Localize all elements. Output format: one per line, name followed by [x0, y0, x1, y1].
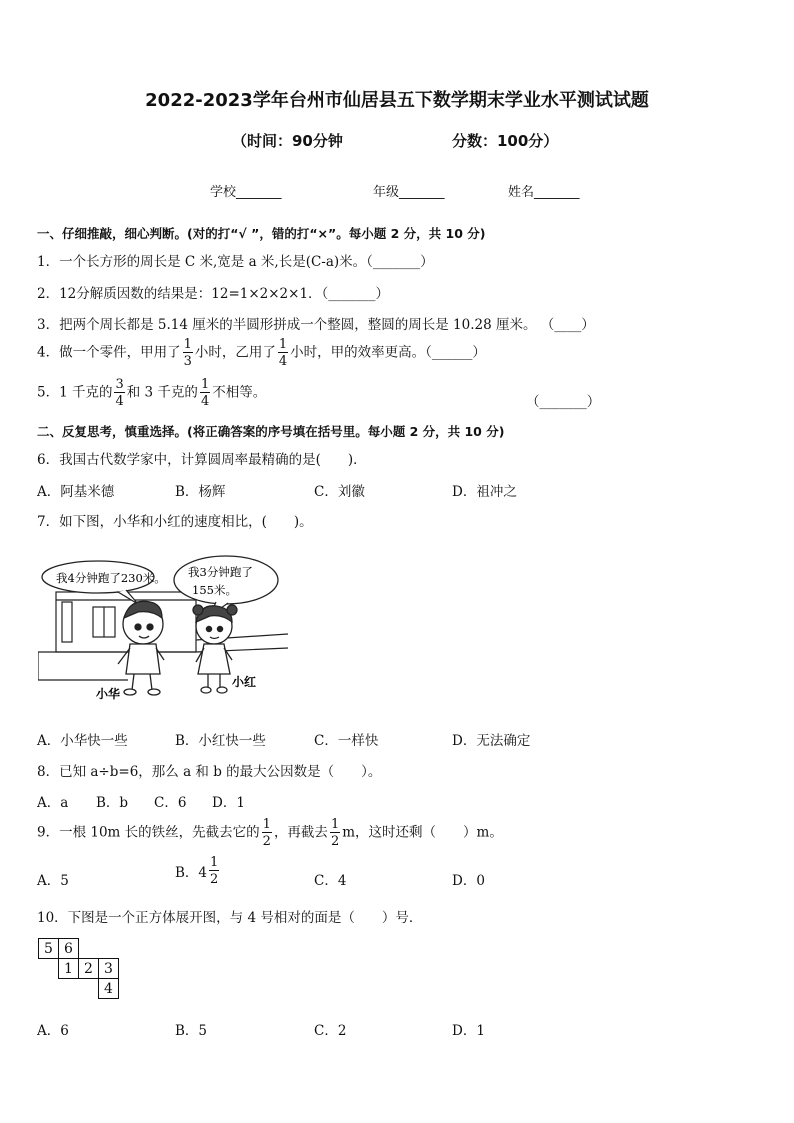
bubble2-text-b: 155米。: [192, 583, 237, 597]
q7-option-a[interactable]: A．小华快一些: [37, 733, 128, 749]
q9-option-c[interactable]: C．4: [314, 873, 347, 889]
q9-option-d[interactable]: D．0: [452, 873, 485, 889]
grade-field[interactable]: 年级_______: [373, 185, 445, 200]
question-4: [37, 338, 486, 368]
fraction: $\frac{3}{4}$: [115, 377, 124, 409]
name-field[interactable]: 姓名_______: [508, 185, 580, 200]
q9-text-b: ，再截去: [273, 824, 328, 841]
q9-option-b-text: B．4: [175, 865, 208, 881]
q5-answer-blank[interactable]: （_______）: [526, 394, 601, 410]
fraction: $\frac{1}{4}$: [278, 337, 288, 369]
q7-option-b[interactable]: B．小红快一些: [175, 733, 266, 749]
net-cell-2: 2: [78, 958, 99, 979]
net-cell-4: 4: [98, 978, 119, 999]
section2-heading: 二、反复思考，慎重选择。(将正确答案的序号填在括号里。每小题 2 分，共 10 分): [37, 424, 505, 439]
section1-heading: 一、仔细推敲，细心判断。(对的打“√ ”，错的打“×”。每小题 2 分，共 10 分): [37, 226, 486, 241]
q5-text-b: 和 3 千克的: [126, 384, 198, 401]
girl-figure: [193, 605, 237, 693]
fraction: $\frac{1}{2}$: [210, 855, 219, 887]
q4-text-c: 小时，甲的效率更高。（______）: [290, 344, 486, 361]
net-cell-1: 1: [58, 958, 79, 979]
q7-option-c[interactable]: C．一样快: [314, 733, 379, 749]
q9-option-a[interactable]: A．5: [37, 873, 69, 889]
q10-option-d[interactable]: D．1: [452, 1023, 485, 1039]
q6-option-c[interactable]: C．刘徽: [314, 484, 365, 500]
q8-option-a[interactable]: A．a: [37, 795, 69, 811]
fraction: $\frac{1}{2}$: [330, 817, 340, 849]
q10-option-b[interactable]: B．5: [175, 1023, 208, 1039]
q9-option-b[interactable]: [175, 856, 221, 886]
exam-time: （时间：90分钟: [232, 132, 343, 150]
q9-text-c: m，这时还剩（ ）m。: [342, 824, 503, 841]
question-9: [37, 818, 503, 848]
q4-text-b: 小时，乙用了: [194, 344, 276, 361]
q7-illustration: [38, 552, 288, 710]
q5-text-a: 5．1 千克的: [37, 384, 113, 401]
page-title: 2022-2023学年台州市仙居县五下数学期末学业水平测试试题: [145, 90, 649, 111]
q5-text-c: 不相等。: [212, 384, 267, 401]
net-cell-3: 3: [98, 958, 119, 979]
q10-option-c[interactable]: C．2: [314, 1023, 347, 1039]
question-8: 8．已知 a÷b=6，那么 a 和 b 的最大公因数是（ ）。: [37, 764, 382, 780]
q8-option-d[interactable]: D．1: [212, 795, 245, 811]
question-5: [37, 378, 266, 408]
fraction: $\frac{1}{3}$: [183, 337, 192, 369]
q4-text-a: 4．做一个零件，甲用了: [37, 344, 181, 361]
question-3: 3．把两个周长都是 5.14 厘米的半圆形拼成一个整圆，整圆的周长是 10.28 厘米。 （____）: [37, 317, 595, 333]
net-cell-6: 6: [58, 938, 79, 959]
question-7: 7．如下图，小华和小红的速度相比，( )。: [37, 514, 313, 530]
bubble2-text-a: 我3分钟跑了: [188, 565, 253, 579]
question-1: 1．一个长方形的周长是 C 米,宽是 a 米,长是(C-a)米。（_______）: [37, 254, 434, 270]
net-cell-5: 5: [38, 938, 59, 959]
question-6: 6．我国古代数学家中，计算圆周率最精确的是( )．: [37, 452, 367, 468]
girl-name-label: 小红: [232, 675, 257, 689]
q6-option-d[interactable]: D．祖冲之: [452, 484, 517, 500]
cube-net: [38, 938, 130, 1004]
q6-option-b[interactable]: B．杨辉: [175, 484, 226, 500]
q6-option-a[interactable]: A．阿基米德: [37, 484, 115, 500]
q8-option-b[interactable]: B．b: [96, 795, 129, 811]
fraction: $\frac{1}{2}$: [262, 817, 271, 849]
q7-option-d[interactable]: D．无法确定: [452, 733, 531, 749]
q10-option-a[interactable]: A．6: [37, 1023, 69, 1039]
boy-figure: [118, 601, 164, 695]
q9-text-a: 9．一根 10m 长的铁丝，先截去它的: [37, 824, 260, 841]
school-field[interactable]: 学校_______: [210, 185, 282, 200]
question-10: 10．下图是一个正方体展开图，与 4 号相对的面是（ ）号．: [37, 910, 423, 926]
exam-score: 分数：100分）: [452, 132, 559, 150]
bubble1-text: 我4分钟跑了230米。: [56, 571, 166, 585]
q8-option-c[interactable]: C．6: [154, 795, 187, 811]
fraction: $\frac{1}{4}$: [200, 377, 210, 409]
question-2: 2．12分解质因数的结果是：12=1×2×2×1．（_______）: [37, 286, 390, 302]
boy-name-label: 小华: [96, 687, 121, 701]
